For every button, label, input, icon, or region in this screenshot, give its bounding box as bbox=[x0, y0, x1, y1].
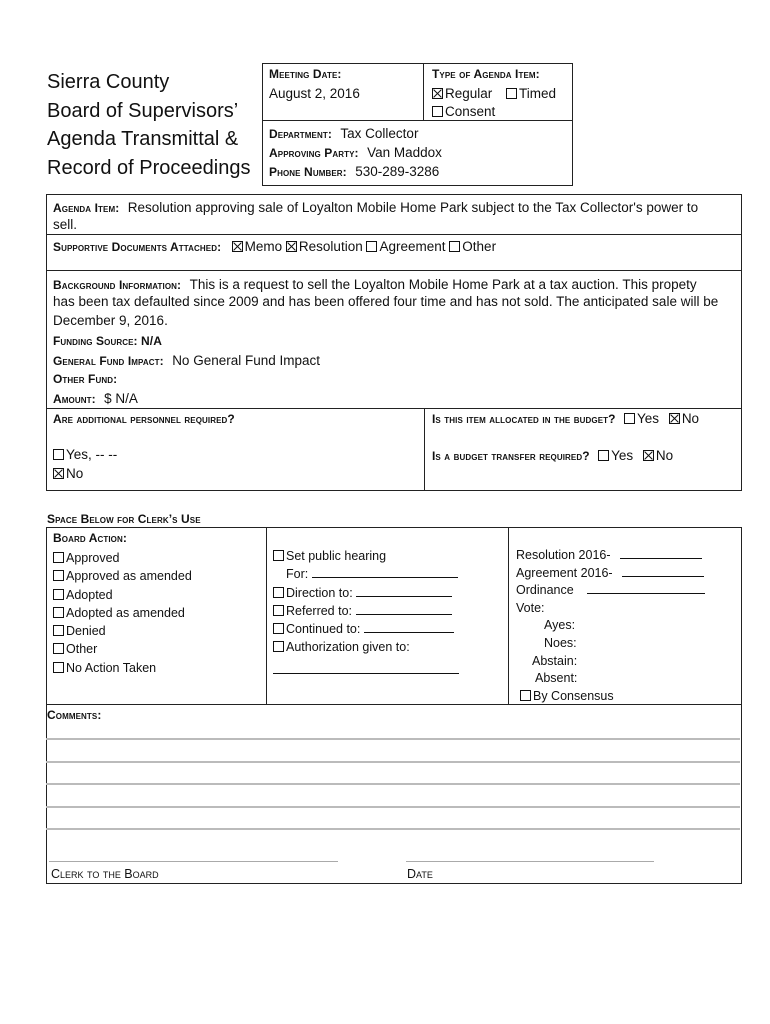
amount-value[interactable]: $ N/A bbox=[104, 391, 138, 406]
board-action-adopted-amended[interactable]: Adopted as amended bbox=[53, 604, 192, 622]
referred-to-checkbox[interactable] bbox=[273, 605, 284, 616]
authorization-option[interactable]: Authorization given to: bbox=[273, 638, 459, 656]
supportive-docs-label: Supportive Documents Attached: bbox=[53, 240, 222, 254]
background-line-1 bbox=[53, 276, 697, 294]
budget-allocated-no-label: No bbox=[681, 411, 700, 426]
title-line-2: Board of Supervisors’ bbox=[47, 99, 239, 122]
budget-transfer-no-checkbox[interactable] bbox=[643, 450, 654, 461]
clerk-signature-line[interactable] bbox=[49, 861, 338, 862]
direction-to-checkbox[interactable] bbox=[273, 587, 284, 598]
budget-transfer-label: Is a budget transfer required? bbox=[432, 449, 590, 463]
continued-to-field[interactable] bbox=[364, 621, 454, 633]
other-fund-label: Other Fund: bbox=[53, 372, 118, 386]
adopted-checkbox[interactable] bbox=[53, 589, 64, 600]
department-row bbox=[269, 125, 418, 143]
budget-allocated-yes-checkbox[interactable] bbox=[624, 413, 635, 424]
for-label: For: bbox=[286, 567, 309, 582]
budget-allocated-row bbox=[432, 410, 699, 428]
direction-to-field[interactable] bbox=[356, 585, 452, 597]
board-action-approved[interactable]: Approved bbox=[53, 549, 192, 567]
direction-to-option[interactable]: Direction to: bbox=[273, 584, 459, 602]
phone-number-row bbox=[269, 163, 439, 181]
department-label: Department: bbox=[269, 127, 332, 141]
board-action-other[interactable]: Other bbox=[53, 640, 192, 658]
budget-allocated-label: Is this item allocated in the budget? bbox=[432, 412, 616, 426]
noes-label: Noes: bbox=[544, 635, 577, 650]
other-docs-checkbox[interactable] bbox=[449, 241, 460, 252]
comments-label: Comments: bbox=[47, 708, 102, 722]
personnel-yes-label: Yes, -- -- bbox=[66, 447, 118, 462]
ordinance-label: Ordinance bbox=[516, 583, 574, 598]
personnel-no-option bbox=[53, 466, 83, 481]
by-consensus-checkbox[interactable] bbox=[520, 690, 531, 701]
regular-checkbox[interactable] bbox=[432, 88, 443, 99]
budget-transfer-yes-label: Yes bbox=[611, 448, 634, 463]
comment-line-4[interactable] bbox=[46, 806, 740, 808]
abstain-label: Abstain: bbox=[532, 653, 578, 668]
denied-checkbox[interactable] bbox=[53, 625, 64, 636]
clerk-to-board-label: Clerk to the Board bbox=[51, 867, 159, 881]
middle-column bbox=[273, 547, 459, 679]
board-action-list bbox=[53, 549, 192, 677]
board-action-no-action[interactable]: No Action Taken bbox=[53, 659, 192, 677]
board-action-adopted[interactable]: Adopted bbox=[53, 586, 192, 604]
phone-number-label: Phone Number: bbox=[269, 165, 347, 179]
continued-to-option[interactable]: Continued to: bbox=[273, 620, 459, 638]
ordinance-field[interactable] bbox=[587, 582, 705, 594]
date-signature-line[interactable] bbox=[406, 861, 654, 862]
referred-to-option[interactable]: Referred to: bbox=[273, 602, 459, 620]
resolution-number-field[interactable] bbox=[620, 547, 702, 559]
background-text-1[interactable]: This is a request to sell the Loyalton Mobile Home Park at a tax auction. This propety bbox=[189, 277, 697, 292]
background-label: Background Information: bbox=[53, 278, 182, 292]
agreement-label: Agreement bbox=[379, 239, 446, 254]
absent-label: Absent: bbox=[535, 671, 578, 686]
agenda-item-line-1 bbox=[53, 199, 698, 217]
ayes-label: Ayes: bbox=[544, 618, 576, 633]
approving-party-label: Approving Party: bbox=[269, 146, 359, 160]
approving-party-row bbox=[269, 144, 442, 162]
personnel-no-checkbox[interactable] bbox=[53, 468, 64, 479]
agenda-type-label: Type of Agenda Item: bbox=[432, 67, 540, 81]
consent-label: Consent bbox=[445, 104, 496, 119]
agenda-item-text-2[interactable]: sell. bbox=[53, 217, 78, 232]
by-consensus-option[interactable]: By Consensus bbox=[516, 688, 705, 706]
background-text-2[interactable]: has been tax defaulted since 2009 and has been offered four time and has not sold. The anticipated sale will be bbox=[53, 294, 719, 309]
board-action-label: Board Action: bbox=[53, 531, 127, 545]
supportive-docs-row bbox=[53, 238, 496, 256]
resolution-label: Resolution bbox=[298, 239, 363, 254]
approved-checkbox[interactable] bbox=[53, 552, 64, 563]
regular-label: Regular bbox=[445, 86, 493, 101]
general-fund-value[interactable]: No General Fund Impact bbox=[172, 353, 321, 368]
memo-checkbox[interactable] bbox=[232, 241, 243, 252]
personnel-label: Are additional personnel required? bbox=[53, 412, 235, 426]
personnel-yes-checkbox[interactable] bbox=[53, 449, 64, 460]
general-fund-label: General Fund Impact: bbox=[53, 354, 164, 368]
for-field[interactable] bbox=[312, 566, 458, 578]
meeting-date-value[interactable]: August 2, 2016 bbox=[269, 86, 360, 101]
budget-transfer-yes-checkbox[interactable] bbox=[598, 450, 609, 461]
board-action-denied[interactable]: Denied bbox=[53, 622, 192, 640]
agreement-number-label: Agreement 2016- bbox=[516, 565, 613, 580]
authorization-checkbox[interactable] bbox=[273, 641, 284, 652]
comment-line-5[interactable] bbox=[46, 828, 740, 830]
other-action-checkbox[interactable] bbox=[53, 643, 64, 654]
date-label: Date bbox=[407, 867, 433, 881]
general-fund-row bbox=[53, 352, 320, 370]
other-docs-label: Other bbox=[462, 239, 497, 254]
amount-label: Amount: bbox=[53, 392, 96, 406]
department-value[interactable]: Tax Collector bbox=[340, 126, 419, 141]
timed-checkbox[interactable] bbox=[506, 88, 517, 99]
referred-to-field[interactable] bbox=[356, 603, 452, 615]
consent-checkbox[interactable] bbox=[432, 106, 443, 117]
agreement-number-field[interactable] bbox=[622, 565, 704, 577]
comment-line-3[interactable] bbox=[46, 783, 740, 785]
set-public-hearing-checkbox[interactable] bbox=[273, 550, 284, 561]
agenda-item-label: Agenda Item: bbox=[53, 201, 120, 215]
vote-label: Vote: bbox=[516, 600, 545, 615]
board-action-approved-amended[interactable]: Approved as amended bbox=[53, 567, 192, 585]
funding-source-label: Funding Source: N/A bbox=[53, 334, 163, 348]
authorization-field[interactable] bbox=[273, 662, 459, 674]
phone-number-value[interactable]: 530-289-3286 bbox=[355, 164, 440, 179]
resolution-number-label: Resolution 2016- bbox=[516, 548, 611, 562]
budget-allocated-yes-label: Yes bbox=[637, 411, 660, 426]
title-line-1: Sierra County bbox=[47, 71, 170, 93]
personnel-no-label: No bbox=[66, 466, 84, 481]
budget-transfer-row bbox=[432, 447, 673, 465]
title-line-3: Agenda Transmittal & bbox=[47, 128, 239, 150]
title-line-4: Record of Proceedings bbox=[47, 156, 251, 179]
timed-label: Timed bbox=[519, 86, 557, 101]
clerk-section-label: Space Below for Clerk’s Use bbox=[47, 512, 201, 526]
approved-amended-checkbox[interactable] bbox=[53, 570, 64, 581]
background-text-3[interactable]: December 9, 2016. bbox=[53, 313, 168, 328]
consent-option bbox=[432, 104, 495, 119]
comment-line-1[interactable] bbox=[46, 738, 740, 740]
approving-party-value[interactable]: Van Maddox bbox=[367, 145, 442, 160]
amount-row bbox=[53, 390, 138, 408]
memo-label: Memo bbox=[244, 239, 283, 254]
resolution-checkbox[interactable] bbox=[286, 241, 297, 252]
agreement-checkbox[interactable] bbox=[366, 241, 377, 252]
meeting-date-label: Meeting Date: bbox=[269, 67, 342, 81]
set-public-hearing-option[interactable]: Set public hearing bbox=[273, 547, 459, 565]
no-action-checkbox[interactable] bbox=[53, 662, 64, 673]
personnel-yes-option bbox=[53, 447, 117, 462]
right-column bbox=[516, 547, 705, 705]
continued-to-checkbox[interactable] bbox=[273, 623, 284, 634]
budget-transfer-no-label: No bbox=[655, 448, 674, 463]
document-title bbox=[47, 68, 250, 182]
comment-line-2[interactable] bbox=[46, 761, 740, 763]
agenda-item-text-1[interactable]: Resolution approving sale of Loyalton Mobile Home Park subject to the Tax Collector's power to bbox=[127, 200, 699, 215]
adopted-amended-checkbox[interactable] bbox=[53, 607, 64, 618]
budget-allocated-no-checkbox[interactable] bbox=[669, 413, 680, 424]
agenda-type-options bbox=[432, 86, 556, 101]
